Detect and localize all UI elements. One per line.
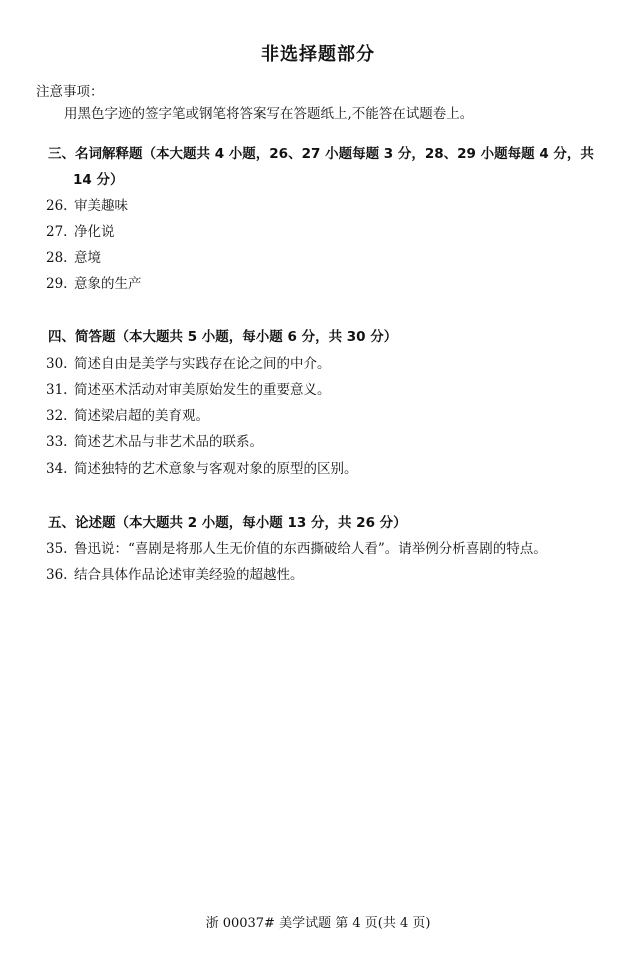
question-number: 36. xyxy=(46,567,68,583)
question-item xyxy=(46,457,358,477)
question-number: 28. xyxy=(46,250,68,266)
question-item xyxy=(46,246,101,266)
question-text: 意象的生产 xyxy=(74,276,142,292)
question-number: 31. xyxy=(46,382,68,398)
question-text: 简述自由是美学与实践存在论之间的中介。 xyxy=(74,356,331,372)
question-item xyxy=(46,272,142,292)
section-heading-4 xyxy=(48,325,397,345)
question-text: 结合具体作品论述审美经验的超越性。 xyxy=(74,567,304,583)
question-number: 30. xyxy=(46,356,68,372)
question-item xyxy=(46,194,128,214)
question-text: 简述艺术品与非艺术品的联系。 xyxy=(74,434,263,450)
question-item xyxy=(46,352,331,372)
question-item xyxy=(46,430,263,450)
section-heading-line: 三、名词解释题（本大题共 4 小题，26、27 小题每题 3 分，28、29 小题每题 4 分，共 xyxy=(48,146,594,162)
section-heading-continuation: 14 分） xyxy=(73,172,124,188)
question-number: 32. xyxy=(46,408,68,424)
question-text: 净化说 xyxy=(74,224,115,240)
question-text: 鲁迅说：“喜剧是将那人生无价值的东西撕破给人看”。请举例分析喜剧的特点。 xyxy=(74,541,547,557)
question-item xyxy=(46,378,331,398)
question-number: 27. xyxy=(46,224,68,240)
page-title: 非选择题部分 xyxy=(261,44,375,65)
question-number: 29. xyxy=(46,276,68,292)
question-text: 简述独特的艺术意象与客观对象的原型的区别。 xyxy=(74,461,358,477)
question-number: 26. xyxy=(46,198,68,214)
question-item xyxy=(46,220,115,240)
question-text: 审美趣味 xyxy=(74,198,128,214)
question-number: 34. xyxy=(46,461,68,477)
section-heading-line: 四、简答题（本大题共 5 小题，每小题 6 分，共 30 分） xyxy=(48,329,398,345)
notice-heading: 注意事项： xyxy=(36,84,104,100)
question-text: 意境 xyxy=(74,250,101,266)
question-item xyxy=(46,563,304,583)
section-heading-line: 五、论述题（本大题共 2 小题，每小题 13 分，共 26 分） xyxy=(48,515,407,531)
question-number: 33. xyxy=(46,434,68,450)
section-heading-3 xyxy=(48,142,594,188)
question-item xyxy=(46,537,547,557)
section-heading-5 xyxy=(48,511,407,531)
question-number: 35. xyxy=(46,541,68,557)
question-text: 简述巫术活动对审美原始发生的重要意义。 xyxy=(74,382,331,398)
question-item xyxy=(46,404,209,424)
notice-text: 用黑色字迹的签字笔或钢笔将答案写在答题纸上,不能答在试题卷上。 xyxy=(64,106,474,122)
page-footer: 浙 00037# 美学试题 第 4 页(共 4 页) xyxy=(205,916,431,931)
question-text: 简述梁启超的美育观。 xyxy=(74,408,209,424)
